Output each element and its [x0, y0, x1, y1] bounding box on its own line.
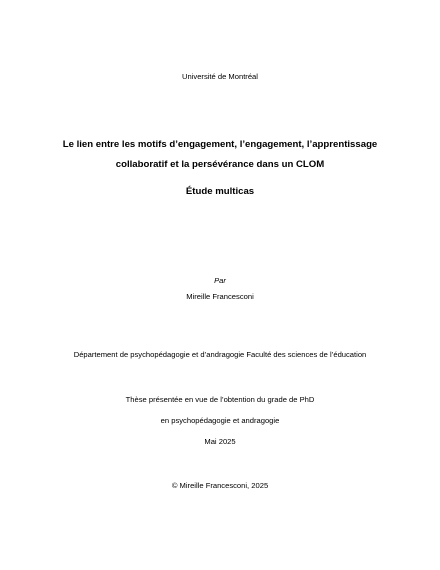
- author-name: Mireille Francesconi: [186, 292, 254, 301]
- thesis-title-line-1: Le lien entre les motifs d’engagement, l’engagement, l’apprentissage: [62, 139, 378, 150]
- thesis-statement-line-2: en psychopédagogie et andragogie: [160, 416, 280, 425]
- thesis-date: Mai 2025: [204, 437, 236, 446]
- copyright-notice: © Mireille Francesconi, 2025: [171, 481, 269, 490]
- thesis-statement-line-1: Thèse présentée en vue de l’obtention du grade de PhD: [125, 395, 315, 404]
- thesis-subtitle: Étude multicas: [185, 186, 255, 197]
- by-label: Par: [214, 276, 226, 285]
- university-name: Université de Montréal: [182, 72, 258, 81]
- department-line: Département de psychopédagogie et d’andragogie Faculté des sciences de l’éducation: [73, 350, 367, 359]
- thesis-title-line-2: collaboratif et la persévérance dans un CLOM: [115, 159, 325, 170]
